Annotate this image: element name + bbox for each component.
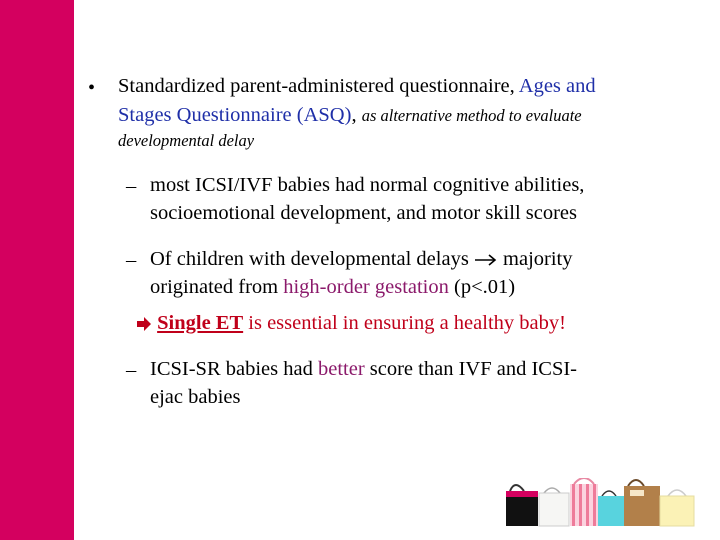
- bullet1-italic-2: developmental delay: [118, 131, 255, 150]
- sub3-text-b: score than IVF and ICSI-: [369, 358, 578, 380]
- p-value: (p<.01): [454, 276, 516, 298]
- conclusion-text: is essential in ensuring a healthy baby!: [248, 312, 566, 334]
- sub3-line1: [150, 359, 577, 380]
- sub1-line1: most ICSI/IVF babies had normal cognitive abilities,: [150, 174, 585, 196]
- bullet1-italic-1: as alternative method to evaluate: [361, 106, 582, 125]
- sub1-line2: socioemotional development, and motor skill scores: [150, 202, 577, 224]
- asq-highlight-1: Ages and: [518, 75, 596, 97]
- sub2-line1: [150, 249, 573, 270]
- bold-arrow-icon: [136, 316, 152, 332]
- bullet1-text: Standardized parent-administered questionnaire,: [118, 75, 515, 97]
- bullet1-line1: [118, 76, 596, 97]
- bullet1-line2: [118, 105, 582, 126]
- sub2-line2: [150, 277, 515, 298]
- shopping-bags-icon: [500, 478, 700, 528]
- dash-marker: –: [126, 175, 137, 197]
- dash-marker: –: [126, 359, 137, 381]
- asq-highlight-2: Stages Questionnaire (ASQ): [118, 104, 352, 126]
- sub2-text-c: originated from: [150, 276, 279, 298]
- dash-marker: –: [126, 249, 137, 271]
- single-et-emphasis: Single ET: [157, 312, 244, 334]
- right-arrow-icon: [474, 253, 498, 267]
- sub3-line2: ejac babies: [150, 386, 241, 408]
- better-highlight: better: [317, 358, 365, 380]
- high-order-highlight: high-order gestation: [283, 276, 449, 298]
- conclusion-line: [136, 313, 566, 334]
- sub3-text-a: ICSI-SR babies had: [150, 358, 313, 380]
- comma: ,: [351, 104, 357, 126]
- bullet-dot: •: [88, 77, 96, 99]
- sub2-text-b: majority: [503, 248, 573, 270]
- sub2-text-a: Of children with developmental delays: [150, 248, 469, 270]
